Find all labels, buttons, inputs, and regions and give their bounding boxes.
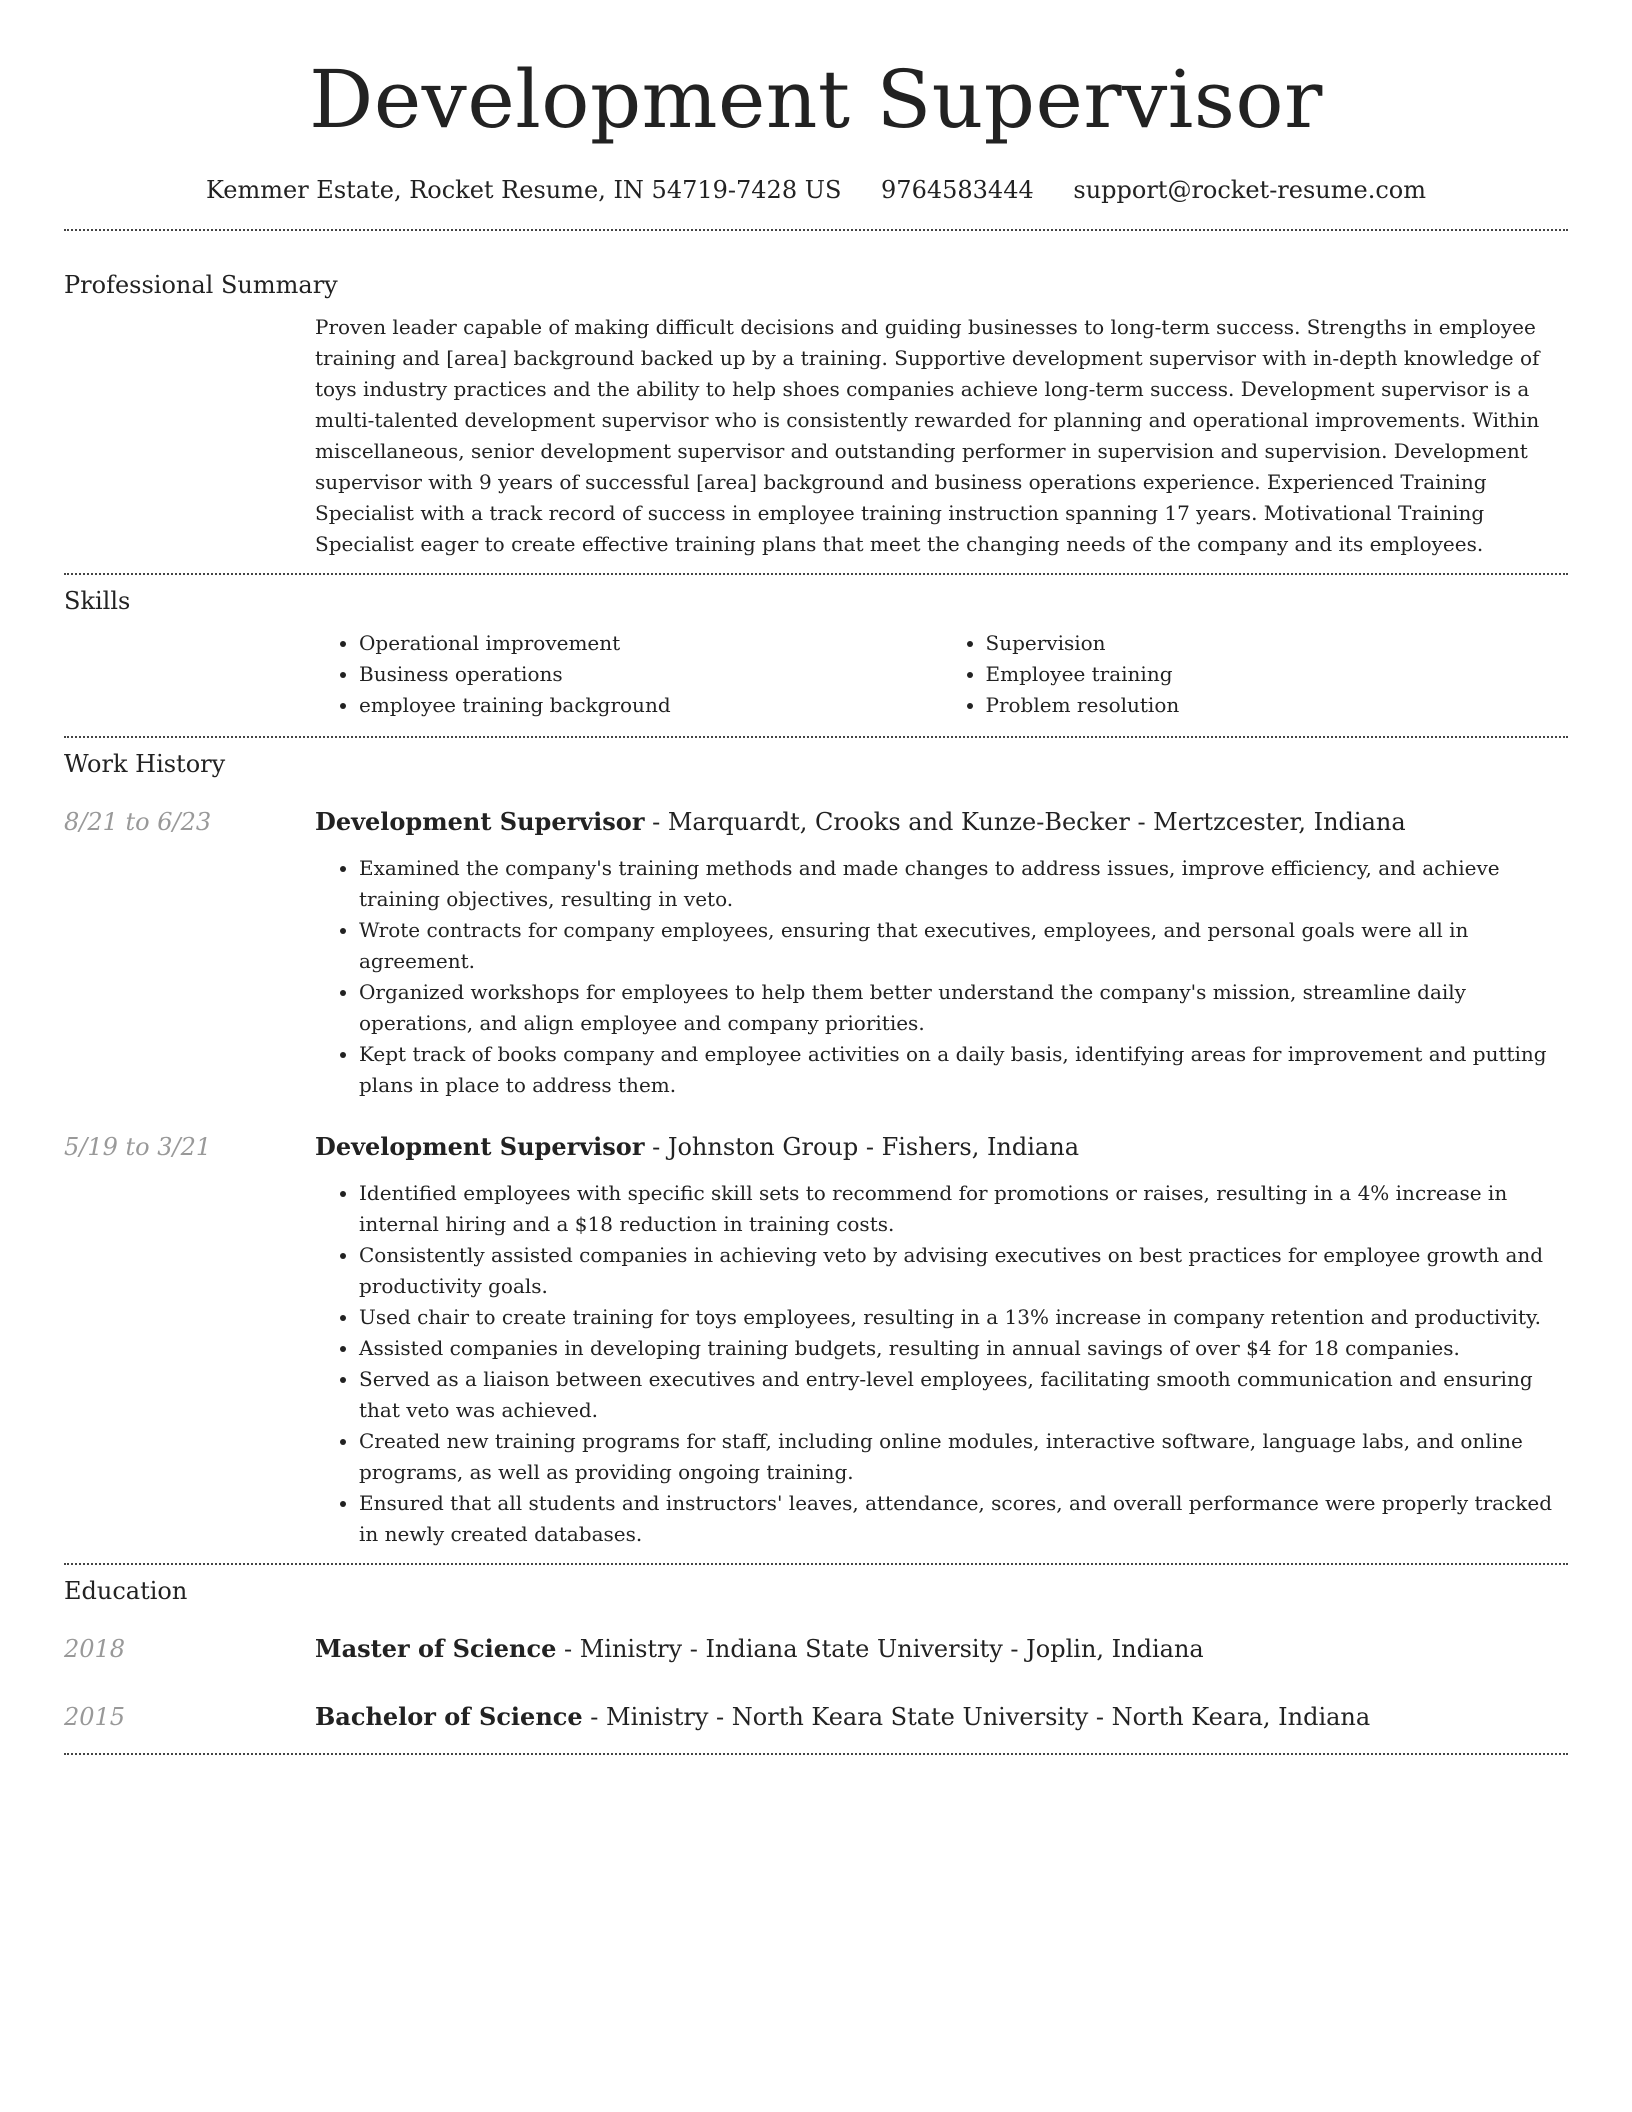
contact-line (64, 174, 1568, 206)
job-bullet: • Assisted companies in developing training budgets, resulting in annual savings of over $4 for 18 companies. (359, 1333, 1568, 1364)
education-year: 2018 (64, 1635, 126, 1663)
education-degree: Bachelor of Science (315, 1702, 583, 1731)
summary-text: Proven leader capable of making difficult decisions and guiding businesses to long-term success. Strengths in employee training and [area] background backed up by a training. Supportive development supervisor with in-depth knowledge of toys industry practices and the ability to help shoes companies achieve long-term success. Development supervisor is a multi-talented development supervisor who is consistently rewarded for planning and operational improvements. Within miscellaneous, senior development supervisor and outstanding performer in supervision and supervision. Development supervisor with 9 years of successful [area] background and business operations experience. Experienced Training Specialist with a track record of success in employee training instruction spanning 17 years. Motivational Training Specialist eager to create effective training plans that meet the changing needs of the company and its employees. (315, 315, 1540, 556)
job-bullet: • Consistently assisted companies in achieving veto by advising executives on best practices for employee growth and productivity goals. (359, 1240, 1568, 1302)
job-header (64, 806, 1568, 838)
skill-item: • Problem resolution (986, 690, 1569, 721)
education-title (315, 1701, 1370, 1733)
contact-phone: 9764583444 (881, 176, 1034, 204)
job-bullets (315, 853, 1568, 1101)
education-year: 2015 (64, 1703, 126, 1731)
skill-item: • Business operations (359, 659, 942, 690)
job-bullets (315, 1178, 1568, 1550)
job-title (315, 1131, 1079, 1163)
divider (64, 229, 1568, 231)
skill-item: • Employee training (986, 659, 1569, 690)
education-item (64, 1701, 1568, 1733)
contact-email: support@rocket-resume.com (1073, 176, 1426, 204)
job-details (315, 1178, 1568, 1550)
education-school: - Ministry - Indiana State University - Joplin, Indiana (556, 1635, 1204, 1663)
job-title (315, 806, 1406, 838)
divider (64, 573, 1568, 575)
skills-list (315, 628, 1568, 721)
skills-column-right (942, 628, 1569, 721)
job-bullet: • Created new training programs for staff, including online modules, interactive software, language labs, and online programs, as well as providing ongoing training. (359, 1426, 1568, 1488)
skills-heading: Skills (64, 587, 131, 615)
contact-address: Kemmer Estate, Rocket Resume, IN 54719-7428 US (206, 176, 842, 204)
job-bullet: • Kept track of books company and employee activities on a daily basis, identifying areas for improvement and putting plans in place to address them. (359, 1039, 1568, 1101)
work-heading: Work History (64, 750, 226, 778)
job-bullet: • Identified employees with specific skill sets to recommend for promotions or raises, resulting in a 4% increase in internal hiring and a $18 reduction in training costs. (359, 1178, 1568, 1240)
candidate-name: Development Supervisor (309, 53, 1323, 146)
job-position: Development Supervisor (315, 807, 645, 836)
divider (64, 1753, 1568, 1755)
education-item (64, 1633, 1568, 1665)
education-school: - Ministry - North Keara State University - North Keara, Indiana (582, 1703, 1371, 1731)
skill-item: • Supervision (986, 628, 1569, 659)
divider (64, 1563, 1568, 1565)
job-position: Development Supervisor (315, 1132, 645, 1161)
job-bullet: • Used chair to create training for toys employees, resulting in a 13% increase in company retention and productivity. (359, 1302, 1568, 1333)
job-bullet: • Wrote contracts for company employees, ensuring that executives, employees, and personal goals were all in agreement. (359, 915, 1568, 977)
job-dates: 5/19 to 3/21 (64, 1133, 212, 1161)
job-bullet: • Ensured that all students and instructors' leaves, attendance, scores, and overall performance were properly tracked in newly created databases. (359, 1488, 1568, 1550)
job-dates: 8/21 to 6/23 (64, 808, 212, 836)
summary-section (315, 312, 1568, 560)
job-bullet: • Examined the company's training methods and made changes to address issues, improve efficiency, and achieve training objectives, resulting in veto. (359, 853, 1568, 915)
job-employer: - Marquardt, Crooks and Kunze-Becker - Mertzcester, Indiana (644, 808, 1406, 836)
job-bullet: • Served as a liaison between executives and entry-level employees, facilitating smooth communication and ensuring that veto was achieved. (359, 1364, 1568, 1426)
divider (64, 736, 1568, 738)
summary-heading: Professional Summary (64, 271, 338, 299)
education-degree: Master of Science (315, 1634, 557, 1663)
job-bullet: • Organized workshops for employees to help them better understand the company's mission, streamline daily operations, and align employee and company priorities. (359, 977, 1568, 1039)
education-title (315, 1633, 1204, 1665)
education-heading: Education (64, 1577, 188, 1605)
skill-item: • employee training background (359, 690, 942, 721)
skills-column-left (315, 628, 942, 721)
skill-item: • Operational improvement (359, 628, 942, 659)
job-details (315, 853, 1568, 1101)
job-header (64, 1131, 1568, 1163)
job-employer: - Johnston Group - Fishers, Indiana (644, 1133, 1079, 1161)
